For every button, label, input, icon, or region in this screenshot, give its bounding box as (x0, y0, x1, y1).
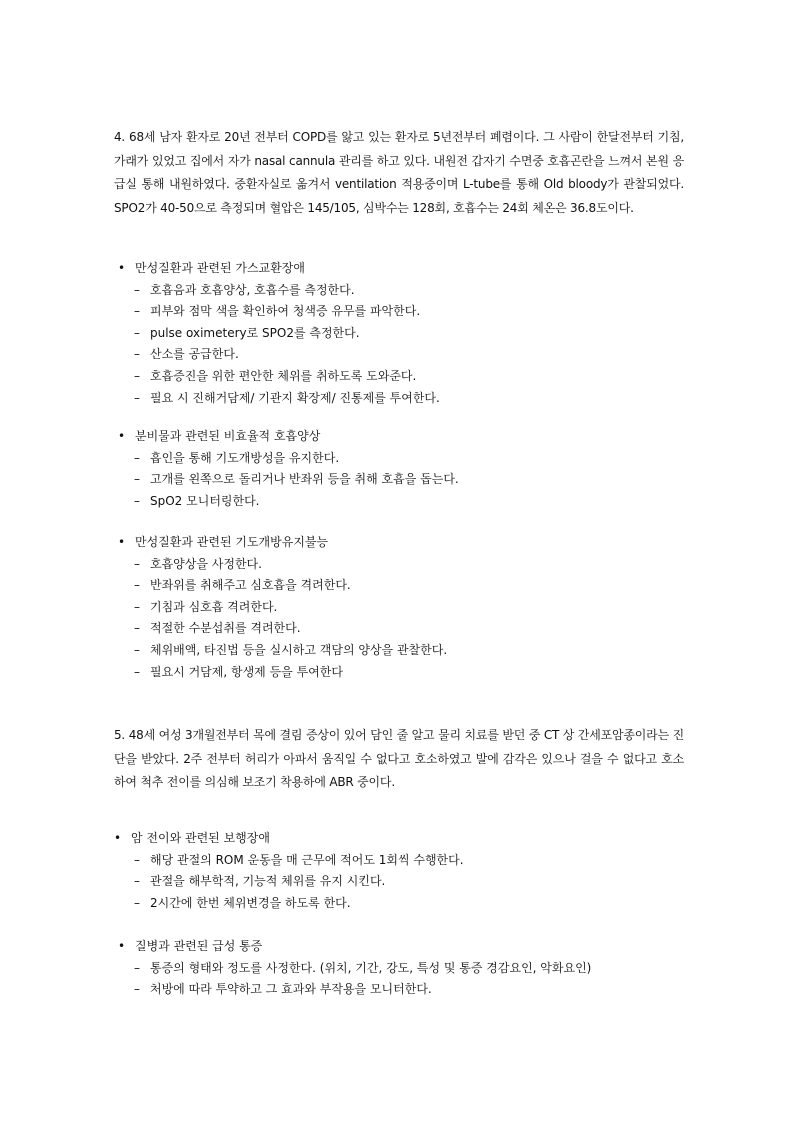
bullet-icon: • (118, 535, 126, 549)
intervention-list (114, 448, 704, 513)
case5-intro-paragraph: 5. 48세 여성 3개월전부터 목에 결림 증상이 있어 담인 줄 알고 물리 치료를 받던 중 CT 상 간세포암종이라는 진단을 받았다. 2주 전부터 허리가 아파서 움직일 수 없다고 호소하였고 발에 감각은 있으나 걸을 수 없다고 호소하여 척추 전이를 의심해 보조기 착용하에 ABR 중이다. (114, 728, 685, 790)
diagnosis-heading (114, 936, 704, 958)
dash-icon: – (134, 390, 140, 405)
dash-icon: – (134, 874, 140, 889)
list-item: – 고개를 왼쪽으로 돌리거나 반좌위 등을 취해 호흡을 돕는다. (114, 469, 704, 491)
dash-icon: – (134, 599, 140, 614)
dash-icon: – (134, 493, 140, 508)
list-item: – pulse oximetery로 SPO2를 측정한다. (114, 323, 704, 345)
dash-icon: – (134, 368, 140, 383)
diagnosis-heading (114, 532, 704, 554)
case4-diagnosis-2 (114, 426, 704, 512)
dash-icon: – (134, 982, 140, 997)
diagnosis-title: 만성질환과 관련된 가스교환장애 (135, 261, 305, 275)
dash-icon: – (134, 664, 140, 679)
dash-icon: – (134, 325, 140, 340)
dash-icon: – (134, 282, 140, 297)
intervention-list (114, 850, 704, 915)
list-item: – 해당 관절의 ROM 운동을 매 근무에 적어도 1회씩 수행한다. (114, 850, 704, 872)
list-item: – 반좌위를 취해주고 심호흡을 격려한다. (114, 575, 704, 597)
list-item: – 통증의 형태와 정도를 사정한다. (위치, 기간, 강도, 특성 및 통증 경감요인, 악화요인) (114, 958, 704, 980)
intervention-list (114, 554, 704, 684)
list-item: – 적절한 수분섭취를 격려한다. (114, 618, 704, 640)
list-item: – 호흡양상을 사정한다. (114, 554, 704, 576)
list-item: – 피부와 점막 색을 확인하여 청색증 유무를 파악한다. (114, 301, 704, 323)
dash-icon: – (134, 895, 140, 910)
dash-icon: – (134, 642, 140, 657)
dash-icon: – (134, 621, 140, 636)
list-item: – 관절을 해부학적, 기능적 체위를 유지 시킨다. (114, 871, 704, 893)
dash-icon: – (134, 852, 140, 867)
bullet-icon: • (118, 939, 126, 953)
list-item: – 2시간에 한번 체위변경을 하도록 한다. (114, 893, 704, 915)
list-item: – 흡인을 통해 기도개방성을 유지한다. (114, 448, 704, 470)
bullet-icon: • (118, 429, 126, 443)
dash-icon: – (134, 347, 140, 362)
diagnosis-heading (114, 828, 704, 850)
diagnosis-title: 질병과 관련된 급성 통증 (135, 939, 263, 953)
list-item: – 체위배액, 타진법 등을 실시하고 객담의 양상을 관찰한다. (114, 640, 704, 662)
list-item: – 호흡증진을 위한 편안한 체위를 취하도록 도와준다. (114, 366, 704, 388)
diagnosis-title: 만성질환과 관련된 기도개방유지불능 (135, 535, 329, 549)
list-item: – SpO2 모니터링한다. (114, 491, 704, 513)
case4-diagnosis-3 (114, 532, 704, 683)
diagnosis-heading (114, 258, 704, 280)
diagnosis-title: 분비물과 관련된 비효율적 호흡양상 (135, 429, 321, 443)
list-item: – 기침과 심호흡 격려한다. (114, 597, 704, 619)
dash-icon: – (134, 556, 140, 571)
case4-intro-paragraph: 4. 68세 남자 환자로 20년 전부터 COPD를 앓고 있는 환자로 5년전부터 폐렴이다. 그 사람이 한달전부터 기침, 가래가 있었고 집에서 자가 nasal cannula 관리를 하고 있다. 내원전 갑자기 수면중 호흡곤란을 느껴서 본원 응급실 통해 내원하였다. 중환자실로 옮겨서 ventilation 적용중이며 L-tube를 통해 Old bloody가 관찰되었다. SPO2가 40-50으로 측정되며 혈압은 145/105, 심박수는 128회, 호흡수는 24회 체온은 36.8도이다. (114, 130, 684, 215)
intervention-list (114, 280, 704, 410)
list-item: – 처방에 따라 투약하고 그 효과와 부작용을 모니터한다. (114, 979, 704, 1001)
diagnosis-heading (114, 426, 704, 448)
list-item: – 필요시 거담제, 항생제 등을 투여한다 (114, 662, 704, 684)
dash-icon: – (134, 450, 140, 465)
dash-icon: – (134, 578, 140, 593)
diagnosis-title: 암 전이와 관련된 보행장애 (131, 831, 270, 845)
dash-icon: – (134, 472, 140, 487)
bullet-icon: • (114, 831, 122, 845)
intervention-list (114, 958, 704, 1001)
case5-diagnosis-1 (114, 828, 704, 914)
dash-icon: – (134, 960, 140, 975)
case4-diagnosis-1 (114, 258, 704, 409)
bullet-icon: • (118, 261, 126, 275)
list-item: – 필요 시 진해거담제/ 기관지 확장제/ 진통제를 투여한다. (114, 388, 704, 410)
case5-diagnosis-2 (114, 936, 704, 1001)
list-item: – 산소를 공급한다. (114, 344, 704, 366)
list-item: – 호흡음과 호흡양상, 호흡수를 측정한다. (114, 280, 704, 302)
dash-icon: – (134, 304, 140, 319)
